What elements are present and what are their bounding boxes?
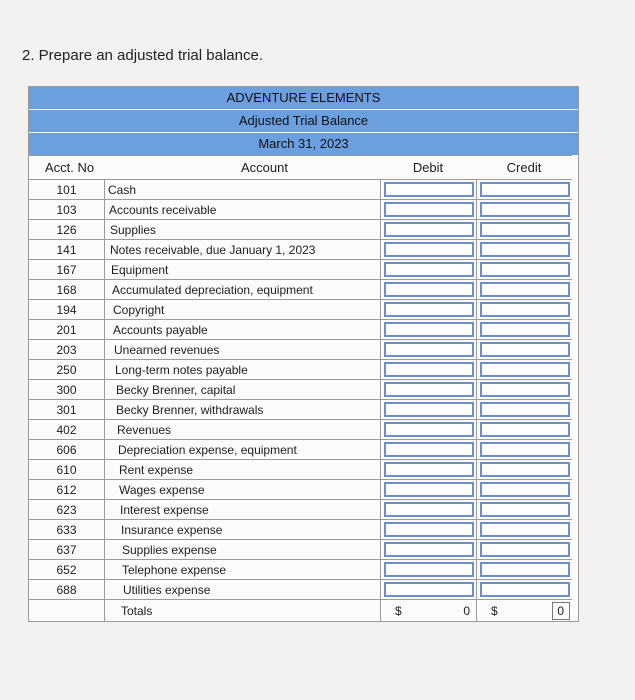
acct-no: 101 — [29, 179, 104, 199]
account-name: Telephone expense — [104, 559, 380, 579]
account-name: Becky Brenner, withdrawals — [104, 399, 380, 419]
acct-no: 301 — [29, 399, 104, 419]
account-name: Accounts receivable — [104, 199, 380, 219]
debit-cell — [380, 399, 476, 419]
credit-input[interactable] — [480, 582, 570, 597]
debit-cell — [380, 539, 476, 559]
acct-no: 203 — [29, 339, 104, 359]
credit-input[interactable] — [480, 182, 570, 197]
totals-row — [29, 599, 578, 621]
totals-acct-no — [29, 599, 104, 621]
table-row — [29, 559, 578, 579]
credit-cell — [476, 339, 572, 359]
debit-input[interactable] — [384, 502, 474, 517]
debit-cell — [380, 219, 476, 239]
credit-input[interactable] — [480, 562, 570, 577]
debit-cell — [380, 419, 476, 439]
credit-input[interactable] — [480, 302, 570, 317]
acct-no: 103 — [29, 199, 104, 219]
statement-name: Adjusted Trial Balance — [29, 110, 578, 133]
debit-cell — [380, 559, 476, 579]
worksheet-header — [29, 87, 578, 155]
debit-input[interactable] — [384, 522, 474, 537]
totals-credit — [476, 599, 572, 621]
account-name: Accounts payable — [104, 319, 380, 339]
account-name: Becky Brenner, capital — [104, 379, 380, 399]
credit-input[interactable] — [480, 422, 570, 437]
debit-input[interactable] — [384, 462, 474, 477]
debit-input[interactable] — [384, 182, 474, 197]
acct-no: 194 — [29, 299, 104, 319]
acct-no: 300 — [29, 379, 104, 399]
account-name: Unearned revenues — [104, 339, 380, 359]
credit-cell — [476, 519, 572, 539]
table-row — [29, 299, 578, 319]
acct-no: 402 — [29, 419, 104, 439]
table-row — [29, 279, 578, 299]
debit-cell — [380, 459, 476, 479]
account-name: Cash — [104, 179, 380, 199]
credit-input[interactable] — [480, 382, 570, 397]
acct-no: 623 — [29, 499, 104, 519]
credit-input[interactable] — [480, 402, 570, 417]
account-name: Revenues — [104, 419, 380, 439]
debit-input[interactable] — [384, 262, 474, 277]
table-row — [29, 319, 578, 339]
account-name: Equipment — [104, 259, 380, 279]
credit-cell — [476, 579, 572, 599]
question-title: 2. Prepare an adjusted trial balance. — [22, 47, 263, 64]
totals-debit — [380, 599, 476, 621]
debit-cell — [380, 199, 476, 219]
trial-balance-worksheet — [28, 86, 579, 622]
table-row — [29, 439, 578, 459]
debit-input[interactable] — [384, 242, 474, 257]
credit-cell — [476, 279, 572, 299]
credit-cell — [476, 179, 572, 199]
table-row — [29, 179, 578, 199]
totals-credit-symbol: $ — [491, 604, 498, 618]
debit-input[interactable] — [384, 202, 474, 217]
debit-input[interactable] — [384, 562, 474, 577]
debit-cell — [380, 239, 476, 259]
debit-input[interactable] — [384, 222, 474, 237]
account-name: Supplies expense — [104, 539, 380, 559]
credit-cell — [476, 359, 572, 379]
acct-no: 126 — [29, 219, 104, 239]
account-name: Insurance expense — [104, 519, 380, 539]
credit-cell — [476, 559, 572, 579]
acct-no: 612 — [29, 479, 104, 499]
debit-cell — [380, 499, 476, 519]
credit-input[interactable] — [480, 482, 570, 497]
acct-no: 633 — [29, 519, 104, 539]
acct-no: 606 — [29, 439, 104, 459]
acct-no: 141 — [29, 239, 104, 259]
company-name: ADVENTURE ELEMENTS — [29, 87, 578, 110]
debit-input[interactable] — [384, 442, 474, 457]
credit-cell — [476, 299, 572, 319]
table-row — [29, 259, 578, 279]
acct-no: 168 — [29, 279, 104, 299]
table-row — [29, 199, 578, 219]
credit-cell — [476, 199, 572, 219]
acct-no: 637 — [29, 539, 104, 559]
debit-input[interactable] — [384, 282, 474, 297]
table-row — [29, 359, 578, 379]
acct-no-header: Acct. No — [29, 155, 104, 179]
account-header: Account — [104, 155, 380, 179]
credit-input[interactable] — [480, 222, 570, 237]
totals-label: Totals — [104, 599, 380, 621]
credit-cell — [476, 479, 572, 499]
debit-cell — [380, 579, 476, 599]
acct-no: 688 — [29, 579, 104, 599]
debit-input[interactable] — [384, 322, 474, 337]
account-name: Accumulated depreciation, equipment — [104, 279, 380, 299]
table-row — [29, 339, 578, 359]
table-row — [29, 419, 578, 439]
credit-input[interactable] — [480, 282, 570, 297]
account-name: Notes receivable, due January 1, 2023 — [104, 239, 380, 259]
debit-cell — [380, 299, 476, 319]
table-row — [29, 379, 578, 399]
acct-no: 167 — [29, 259, 104, 279]
credit-input[interactable] — [480, 262, 570, 277]
credit-input[interactable] — [480, 502, 570, 517]
debit-cell — [380, 279, 476, 299]
acct-no: 250 — [29, 359, 104, 379]
table-row — [29, 399, 578, 419]
credit-cell — [476, 259, 572, 279]
debit-cell — [380, 379, 476, 399]
table-row — [29, 519, 578, 539]
debit-input[interactable] — [384, 542, 474, 557]
credit-cell — [476, 459, 572, 479]
table-row — [29, 539, 578, 559]
credit-input[interactable] — [480, 322, 570, 337]
debit-cell — [380, 439, 476, 459]
credit-cell — [476, 439, 572, 459]
credit-cell — [476, 419, 572, 439]
debit-cell — [380, 479, 476, 499]
totals-credit-value: 0 — [557, 604, 564, 618]
credit-cell — [476, 379, 572, 399]
credit-cell — [476, 319, 572, 339]
credit-cell — [476, 219, 572, 239]
credit-cell — [476, 499, 572, 519]
table-row — [29, 499, 578, 519]
table-row — [29, 239, 578, 259]
acct-no: 652 — [29, 559, 104, 579]
totals-debit-symbol: $ — [395, 604, 402, 618]
totals-debit-value: 0 — [463, 604, 470, 618]
statement-date: March 31, 2023 — [258, 136, 349, 151]
account-name: Long-term notes payable — [104, 359, 380, 379]
column-headers — [29, 155, 578, 179]
debit-header: Debit — [380, 155, 476, 179]
credit-header: Credit — [476, 155, 572, 179]
credit-cell — [476, 239, 572, 259]
account-name: Supplies — [104, 219, 380, 239]
debit-input[interactable] — [384, 362, 474, 377]
debit-input[interactable] — [384, 482, 474, 497]
account-name: Rent expense — [104, 459, 380, 479]
credit-cell — [476, 539, 572, 559]
debit-cell — [380, 519, 476, 539]
table-row — [29, 219, 578, 239]
debit-cell — [380, 319, 476, 339]
debit-cell — [380, 179, 476, 199]
account-name: Depreciation expense, equipment — [104, 439, 380, 459]
account-name: Interest expense — [104, 499, 380, 519]
account-rows — [29, 179, 578, 599]
credit-input[interactable] — [480, 522, 570, 537]
account-name: Wages expense — [104, 479, 380, 499]
debit-input[interactable] — [384, 342, 474, 357]
debit-cell — [380, 259, 476, 279]
acct-no: 201 — [29, 319, 104, 339]
debit-cell — [380, 359, 476, 379]
credit-input[interactable] — [480, 462, 570, 477]
credit-input[interactable] — [480, 542, 570, 557]
account-name: Copyright — [104, 299, 380, 319]
credit-input[interactable] — [480, 202, 570, 217]
debit-input[interactable] — [384, 302, 474, 317]
debit-cell — [380, 339, 476, 359]
debit-input[interactable] — [384, 582, 474, 597]
acct-no: 610 — [29, 459, 104, 479]
credit-input[interactable] — [480, 362, 570, 377]
table-row — [29, 479, 578, 499]
credit-input[interactable] — [480, 242, 570, 257]
table-row — [29, 579, 578, 599]
debit-input[interactable] — [384, 402, 474, 417]
debit-input[interactable] — [384, 382, 474, 397]
totals-credit-box — [552, 602, 570, 620]
credit-cell — [476, 399, 572, 419]
credit-input[interactable] — [480, 342, 570, 357]
table-row — [29, 459, 578, 479]
credit-input[interactable] — [480, 442, 570, 457]
debit-input[interactable] — [384, 422, 474, 437]
account-name: Utilities expense — [104, 579, 380, 599]
